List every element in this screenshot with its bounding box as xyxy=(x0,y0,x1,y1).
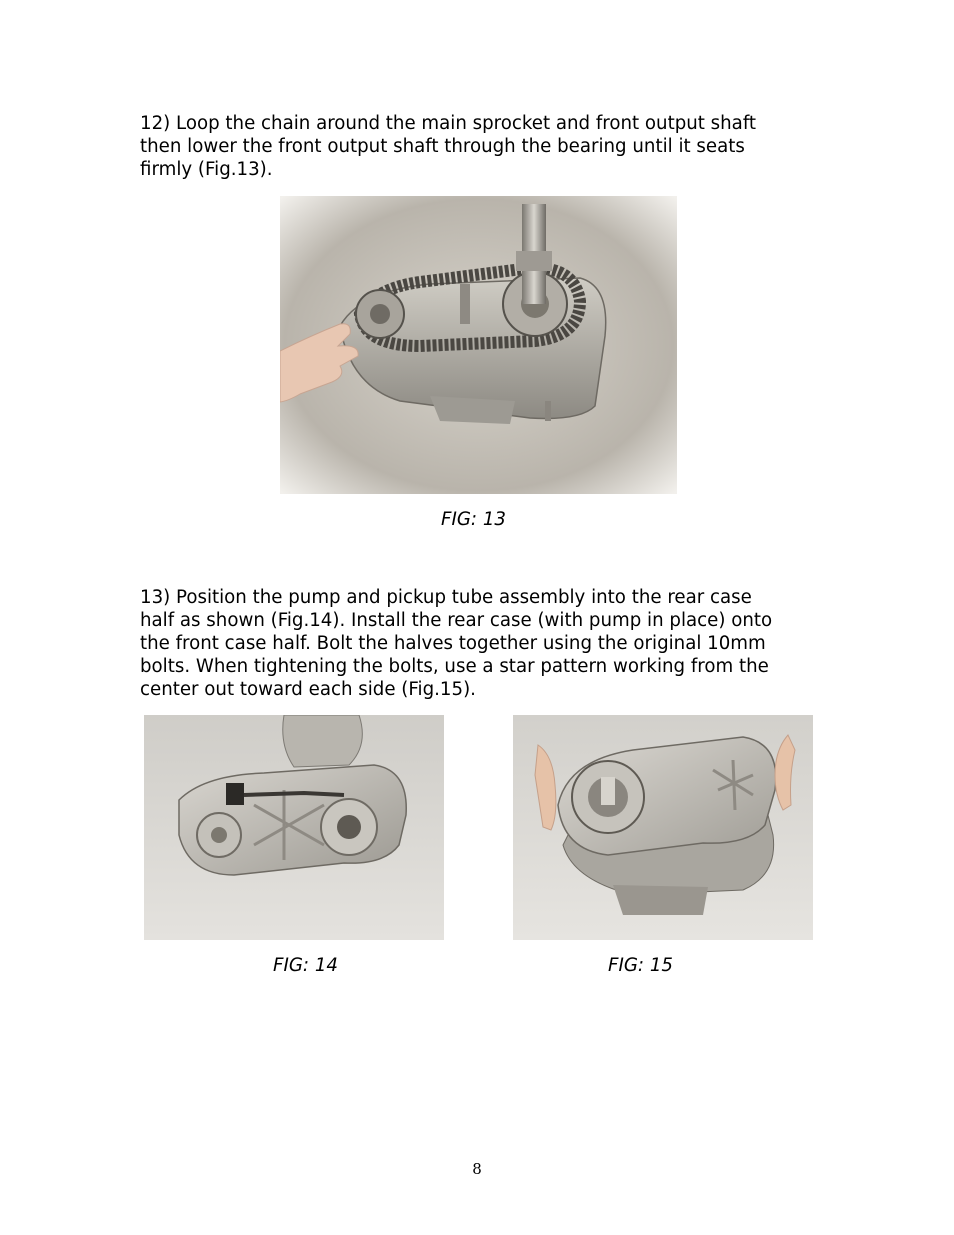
text-line: firmly (Fig.13). xyxy=(140,159,273,180)
text-line: then lower the front output shaft through the bearing until it seats xyxy=(140,136,745,157)
text-line: bolts. When tightening the bolts, use a star pattern working from the xyxy=(140,656,769,677)
text-line: half as shown (Fig.14). Install the rear case (with pump in place) onto xyxy=(140,610,773,631)
text-line: 12) Loop the chain around the main sprocket and front output shaft xyxy=(140,113,757,134)
text-line: the front case half. Bolt the halves together using the original 10mm xyxy=(140,633,766,654)
text-line: center out toward each side (Fig.15). xyxy=(140,679,476,700)
fig-14-caption: FIG: 14 xyxy=(273,955,338,976)
fig-13-photo xyxy=(280,196,677,494)
page-number: 8 xyxy=(472,1160,482,1178)
fig-15-photo xyxy=(513,715,813,940)
step-13-instruction xyxy=(140,586,820,701)
fig-14-photo xyxy=(144,715,444,940)
step-12-instruction xyxy=(140,112,820,181)
fig-13-caption: FIG: 13 xyxy=(441,509,506,530)
fig-15-caption: FIG: 15 xyxy=(608,955,673,976)
text-line: 13) Position the pump and pickup tube assembly into the rear case xyxy=(140,587,752,608)
